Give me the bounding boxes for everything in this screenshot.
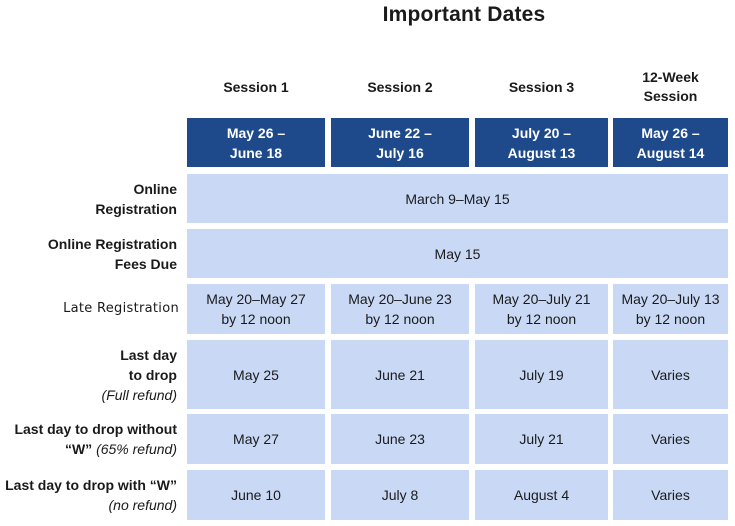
late-registration-session-4-line2: by 12 noon: [635, 311, 706, 327]
late-registration-session-4-line1: May 20–July 13: [621, 291, 720, 307]
session-4-name-line1: 12-Week: [642, 69, 699, 85]
late-registration-session-3: [475, 284, 608, 334]
session-3-name-text: Session 3: [508, 78, 575, 95]
drop-full-refund-note: (Full refund): [101, 386, 177, 403]
fees-due-value: May 15: [187, 229, 728, 278]
session-1-name: [187, 68, 325, 106]
drop-full-refund-label-line2: to drop: [128, 366, 177, 383]
session-3-dates-line2: August 13: [507, 144, 576, 161]
session-4-dates-line2: August 14: [636, 144, 705, 161]
row-label-fees-due: [0, 229, 177, 278]
session-2-dates: [331, 118, 469, 167]
drop-without-w-label-line2-wrap: [65, 439, 177, 459]
row-label-drop-with-w: [0, 470, 177, 520]
page-title: Important Dates: [382, 3, 546, 26]
drop-without-w-note: (65% refund): [96, 441, 177, 457]
session-3-dates: [475, 118, 608, 167]
late-registration-session-2-line2: by 12 noon: [365, 311, 435, 327]
late-registration-session-4: [613, 284, 728, 334]
drop-without-w-session-3: July 21: [475, 414, 608, 464]
late-registration-session-1-line2: by 12 noon: [221, 311, 291, 327]
session-2-name-text: Session 2: [367, 78, 433, 95]
late-registration-session-3-line2: by 12 noon: [506, 311, 577, 327]
drop-without-w-session-1: May 27: [187, 414, 325, 464]
session-4-dates-line1: May 26 –: [641, 124, 700, 141]
session-2-dates-line1: June 22 –: [368, 124, 432, 141]
row-label-late-registration: [0, 284, 179, 334]
fees-due-label-line2: Fees Due: [114, 255, 177, 272]
drop-with-w-session-4: Varies: [613, 470, 728, 520]
session-4-dates: [613, 118, 728, 167]
late-registration-session-2-line1: May 20–June 23: [348, 291, 452, 307]
drop-full-refund-session-4: Varies: [613, 340, 728, 409]
drop-full-refund-session-2: June 21: [331, 340, 469, 409]
session-1-dates-line2: June 18: [229, 144, 283, 161]
drop-with-w-session-1: June 10: [187, 470, 325, 520]
online-registration-label-line2: Registration: [95, 200, 177, 217]
drop-with-w-session-3: August 4: [475, 470, 608, 520]
session-4-name: [613, 68, 728, 106]
drop-without-w-label-line2: “W”: [64, 441, 93, 457]
late-registration-session-3-line1: May 20–July 21: [492, 291, 591, 307]
drop-full-refund-session-3: July 19: [475, 340, 608, 409]
session-2-name: [331, 68, 469, 106]
fees-due-label-line1: Online Registration: [47, 235, 177, 252]
session-2-dates-line2: July 16: [376, 144, 424, 161]
row-label-drop-without-w: [0, 414, 177, 464]
late-registration-label: Late Registration: [63, 301, 179, 316]
late-registration-session-1-line1: May 20–May 27: [206, 291, 306, 307]
drop-without-w-label-line1: Last day to drop without: [14, 421, 177, 437]
session-4-name-line2: Session: [643, 88, 698, 104]
online-registration-value: March 9–May 15: [187, 174, 728, 223]
session-1-dates: [187, 118, 325, 167]
drop-full-refund-session-1: May 25: [187, 340, 325, 409]
late-registration-session-1: [187, 284, 325, 334]
row-label-online-registration: [0, 174, 177, 223]
session-1-dates-line1: May 26 –: [226, 124, 286, 141]
drop-with-w-note: (no refund): [108, 497, 177, 513]
drop-with-w-label-line1: Last day to drop with “W”: [5, 477, 177, 493]
drop-without-w-session-2: June 23: [331, 414, 469, 464]
session-3-dates-line1: July 20 –: [511, 124, 572, 141]
session-1-name-text: Session 1: [223, 78, 289, 95]
online-registration-label-line1: Online: [133, 180, 177, 197]
session-3-name: [475, 68, 608, 106]
drop-full-refund-label-line1: Last day: [120, 346, 177, 363]
row-label-drop-full-refund: [0, 340, 177, 409]
drop-without-w-session-4: Varies: [613, 414, 728, 464]
drop-with-w-session-2: July 8: [331, 470, 469, 520]
late-registration-session-2: [331, 284, 469, 334]
